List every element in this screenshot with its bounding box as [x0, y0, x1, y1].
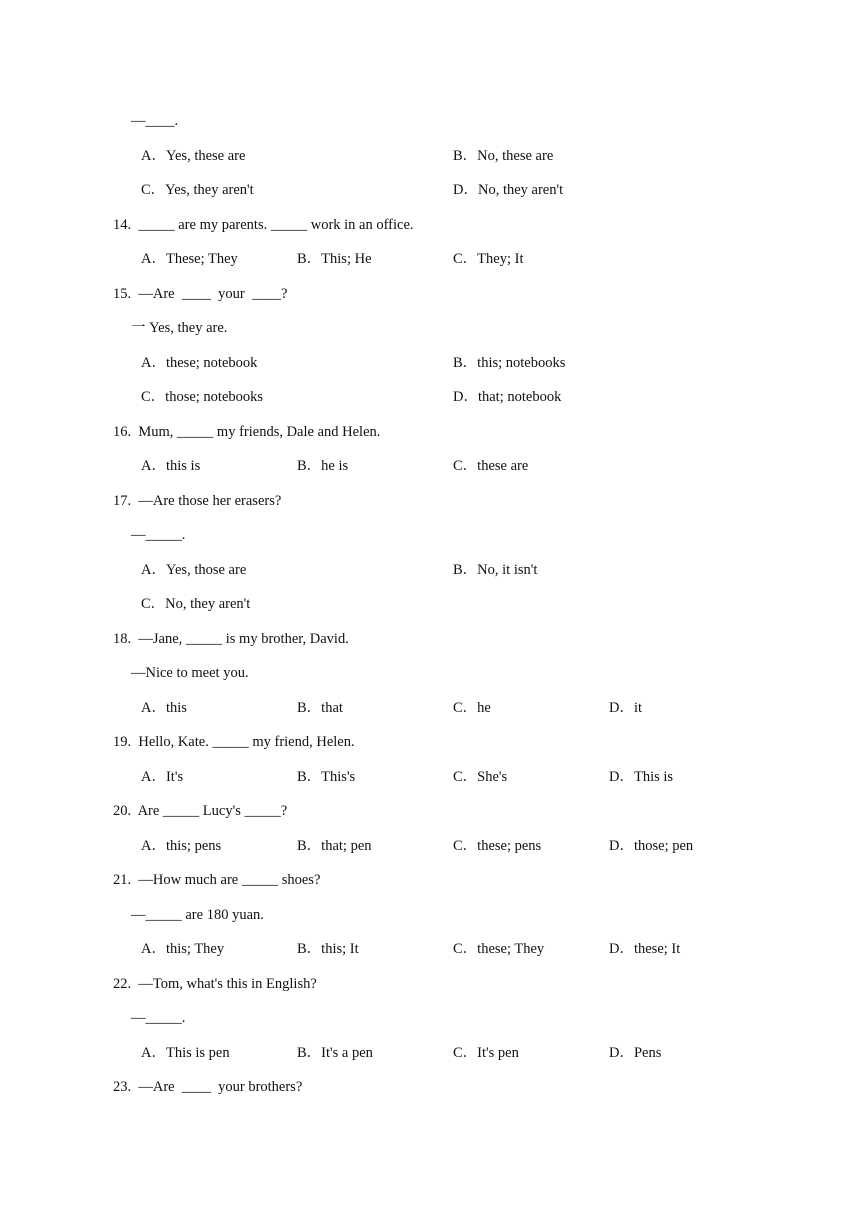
- answer-option: B．No, these are: [453, 147, 554, 164]
- answer-option: C．these; They: [453, 941, 545, 957]
- answer-option: A．This is pen: [141, 1044, 230, 1061]
- question-reply-line: —_____.: [131, 527, 186, 543]
- answer-option: B．that: [297, 699, 343, 716]
- question-stem: 16. Mum, _____ my friends, Dale and Helen.: [113, 423, 381, 440]
- answer-option: A．this: [141, 699, 187, 716]
- answer-option: C．She's: [453, 768, 508, 785]
- answer-option: B．It's a pen: [297, 1044, 373, 1061]
- question-stem: 19. Hello, Kate. _____ my friend, Helen.: [113, 734, 355, 750]
- question-reply-line: —Nice to meet you.: [131, 665, 249, 681]
- question-stem: 17. —Are those her erasers?: [113, 492, 282, 509]
- answer-option: B．this; notebooks: [453, 354, 566, 371]
- question-reply-line: 一 Yes, they are.: [131, 320, 228, 336]
- question-stem: 14. _____ are my parents. _____ work in an office.: [113, 216, 414, 233]
- answer-option: B．he is: [297, 458, 349, 474]
- answer-option: C．They; It: [453, 251, 524, 267]
- answer-option: D．Pens: [609, 1044, 662, 1061]
- answer-option: C．these; pens: [453, 837, 542, 854]
- answer-option: D．This is: [609, 768, 674, 785]
- answer-option: A．this is: [141, 458, 201, 474]
- answer-option: A．Yes, these are: [141, 147, 246, 164]
- answer-option: B．No, it isn't: [453, 561, 538, 578]
- answer-option: A．this; They: [141, 941, 225, 957]
- question-stem: 18. —Jane, _____ is my brother, David.: [113, 630, 349, 647]
- question-stem: 20. Are _____ Lucy's _____?: [113, 803, 288, 819]
- question-stem: 21. —How much are _____ shoes?: [113, 872, 321, 888]
- answer-option: A．It's: [141, 768, 184, 785]
- question-stem: 15. —Are ____ your ____?: [113, 285, 288, 302]
- answer-option: A．Yes, those are: [141, 561, 247, 578]
- answer-option: D．those; pen: [609, 837, 694, 854]
- answer-option: C．No, they aren't: [141, 596, 251, 612]
- answer-option: D．No, they aren't: [453, 182, 564, 198]
- answer-option: D．it: [609, 699, 643, 716]
- answer-option: D．these; It: [609, 941, 681, 957]
- question-reply-line: —_____ are 180 yuan.: [131, 906, 264, 923]
- question-stem: 23. —Are ____ your brothers?: [113, 1079, 303, 1095]
- answer-option: A．these; notebook: [141, 354, 258, 371]
- question-reply-line: —_____.: [131, 1010, 186, 1026]
- answer-option: B．This's: [297, 768, 356, 785]
- answer-option: B．This; He: [297, 251, 372, 267]
- answer-option: C．those; notebooks: [141, 389, 264, 405]
- answer-option: B．this; It: [297, 941, 359, 957]
- answer-option: C．these are: [453, 458, 529, 474]
- answer-option: C．It's pen: [453, 1044, 519, 1061]
- answer-option: B．that; pen: [297, 837, 372, 854]
- question-stem: 22. —Tom, what's this in English?: [113, 975, 317, 992]
- answer-option: C．Yes, they aren't: [141, 182, 254, 198]
- question-reply-line: —____.: [131, 113, 179, 129]
- answer-option: D．that; notebook: [453, 389, 562, 405]
- answer-option: A．this; pens: [141, 837, 222, 854]
- answer-option: A．These; They: [141, 251, 238, 267]
- answer-option: C．he: [453, 699, 491, 716]
